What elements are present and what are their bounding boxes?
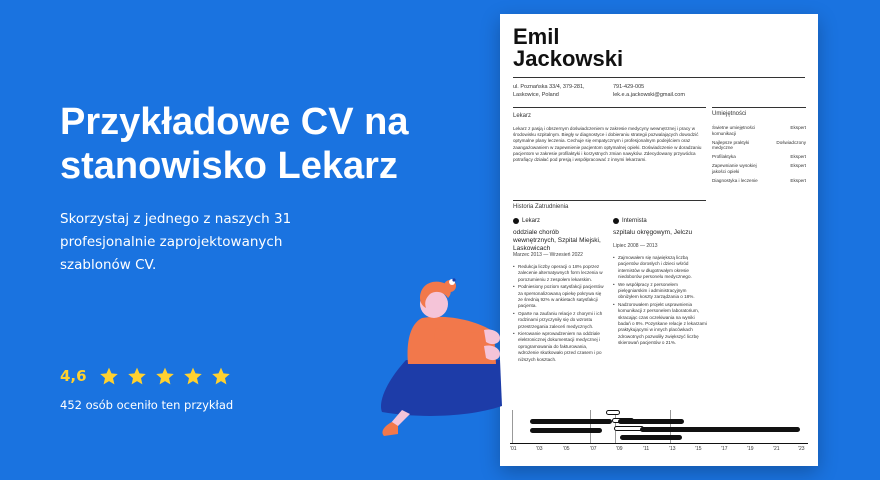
rating-score: 4,6 xyxy=(60,367,87,385)
timeline-bar xyxy=(606,410,620,415)
cv-first-name: Emil xyxy=(513,24,560,49)
skill-row: Diagnostyka i leczenie Ekspert xyxy=(712,177,806,183)
cv-last-name: Jackowski xyxy=(513,46,624,71)
cv-address-line: ul. Poznańska 33/4, 379-281, xyxy=(513,84,585,90)
timeline-tick-label: '09 xyxy=(616,446,623,452)
list-item: • Oparte na zaufaniu relacje z chorymi i ich rodzinami przyczyniły się do wzrostu przestrzegania zaleceń medycznych. xyxy=(513,311,605,330)
list-item: • We współpracy z personelem pielęgniarskim i administracyjnym obniżyłem koszty zarządzania o 18%. xyxy=(613,282,708,301)
cv-skills-label: Umiejętności xyxy=(712,111,747,117)
list-item: • Nadzorowałem projekt usprawnienia komunikacji z personelem laboratorium, skracając czas oczekiwania na wyniki badań o 8%. Pozyskane relacje z lekarzami praktykującymi w innych placówkach zdrowotnych pozwoliły zwiększyć liczbę skierowań pacjentów o 21%. xyxy=(613,302,708,347)
cv-address xyxy=(513,84,608,99)
list-item: • Podniesiony poziom satysfakcji pacjentów za spersonalizowaną opiekę pokrywa się ze średnią 92% w ankietach satysfakcji pacjenta. xyxy=(513,284,605,310)
rating-count: 452 osób oceniło ten przykład xyxy=(60,398,234,412)
skill-row: Świetne umiejętności komunikacji Ekspert xyxy=(712,125,806,136)
bullet-dot-icon xyxy=(513,218,519,224)
timeline-chart xyxy=(510,410,810,456)
timeline-gridline xyxy=(590,410,591,443)
job-place: oddziale chorób wewnętrznych, Szpital Miejski, Laskowicach xyxy=(513,229,601,252)
job-title: Lekarz xyxy=(513,218,540,224)
divider xyxy=(513,77,805,78)
cv-preview[interactable] xyxy=(500,14,818,466)
timeline-tick-label: '11 xyxy=(643,446,650,452)
list-item: • Zajmowałem się największą liczbą pacjentów dorosłych i dzieci wśród internistów w długotrwałym okresie niedoborów personelu medycznego. xyxy=(613,255,708,281)
cv-profile-text: Lekarz z pasją i obszernym doświadczeniem w zakresie medycyny wewnętrznej i pracy w środowisku szpitalnym. Biegły w diagnostyce i dobieraniu strategii pozwalających dowodzić optymalne plany leczenia. Cechuje się empatycznym i profesjonalnym podejściem oraz zaangażowaniem w zapewnienie pacjentom optymalnej opieki. Doświadczenie w doradzaniu pacjentom w zakresie profilaktyki i korzystnych zmian nawyków. Zdecydowany przywódca potrafiący działać pod presją i współpracować z innymi lekarzami. xyxy=(513,126,702,163)
job-bullets xyxy=(513,264,605,364)
timeline-tick-label: '13 xyxy=(669,446,676,452)
page-title: Przykładowe CV na stanowisko Lekarz xyxy=(60,101,409,187)
timeline-gridline xyxy=(512,410,513,443)
timeline-tick-label: '01 xyxy=(510,446,517,452)
cv-profile-label: Lekarz xyxy=(513,113,532,119)
bullet-dot-icon xyxy=(613,218,619,224)
cv-skills-list xyxy=(712,125,806,186)
cv-email: lek.e.a.jackowski@gmail.com xyxy=(613,91,685,98)
divider xyxy=(513,107,706,108)
timeline-bar xyxy=(618,419,684,424)
job-dates: Marzec 2013 — Wrzesień 2022 xyxy=(513,252,583,258)
skill-row: Profilaktyka Ekspert xyxy=(712,154,806,160)
rating xyxy=(60,366,231,386)
cv-history-label: Historia Zatrudnienia xyxy=(513,204,569,210)
cv-address-line: Laskowice, Poland xyxy=(513,91,559,98)
job-bullets xyxy=(613,255,708,348)
cv-phone: 791-429-005 xyxy=(613,84,645,90)
list-item: • Kierowanie wprowadzeniem na oddziale elektronicznej dokumentacji medycznej i oprogramowania do fakturowania, wdrożenie skutkowało przed czasem i po niższych kosztach. xyxy=(513,331,605,363)
timeline-tick-label: '19 xyxy=(747,446,754,452)
timeline-tick-label: '05 xyxy=(563,446,570,452)
timeline-bar xyxy=(620,435,682,440)
timeline-tick-label: '07 xyxy=(590,446,597,452)
star-icon xyxy=(155,366,175,386)
timeline-tick-label: '23 xyxy=(798,446,805,452)
star-icon xyxy=(211,366,231,386)
timeline-bar xyxy=(640,427,800,432)
star-icon xyxy=(127,366,147,386)
skill-row: Zapewnianie wysokiej jakości opieki Ekspert xyxy=(712,162,806,174)
timeline-bar xyxy=(530,428,602,433)
timeline-axis xyxy=(510,443,808,444)
divider xyxy=(513,200,706,201)
timeline-tick-label: '17 xyxy=(721,446,728,452)
job-title: Internista xyxy=(613,218,647,224)
cv-contact xyxy=(613,84,723,99)
timeline-bar xyxy=(530,419,612,424)
timeline-tick-label: '15 xyxy=(695,446,702,452)
cv-name xyxy=(513,26,623,70)
timeline-tick-label: '03 xyxy=(536,446,543,452)
list-item: • Redukcja liczby operacji o 18% poprzez zalecenie alternatywnych form leczenia w porozumieniu z zespołem lekarskim. xyxy=(513,264,605,283)
divider xyxy=(712,107,806,108)
page-subtitle: Skorzystaj z jednego z naszych 31 profesjonalnie zaprojektowanych szablonów CV. xyxy=(60,211,292,273)
job-dates: Lipiec 2008 — 2013 xyxy=(613,243,658,249)
person-illustration xyxy=(376,272,506,444)
skill-row: Najlepsze praktyki medyczne Doświadczony xyxy=(712,139,806,151)
job-place: szpitalu okręgowym, Jelczu xyxy=(613,229,693,236)
star-icon xyxy=(183,366,203,386)
star-icon xyxy=(99,366,119,386)
timeline-tick-label: '21 xyxy=(773,446,780,452)
